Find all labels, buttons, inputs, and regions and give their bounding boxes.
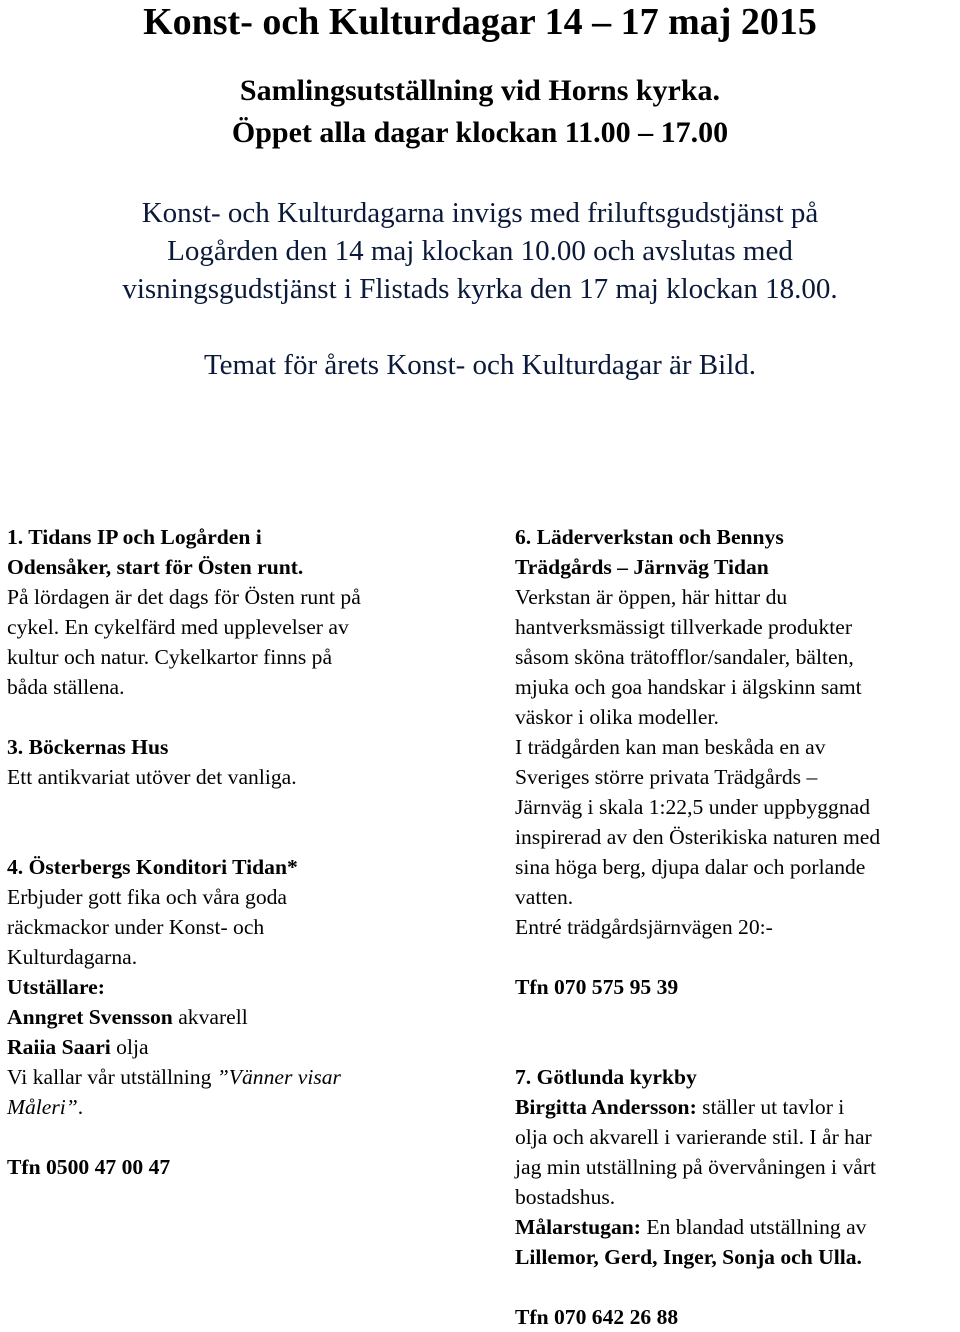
right-column	[515, 522, 960, 1332]
section-6-text: vatten.	[515, 885, 574, 909]
section-6-text: Sveriges större privata Trädgårds –	[515, 765, 818, 789]
section-6-text: I trädgården kan man beskåda en av	[515, 735, 826, 759]
section-6-text: sina höga berg, djupa dalar och porlande	[515, 855, 866, 879]
exhibitor-name: Birgitta Andersson:	[515, 1095, 697, 1119]
section-4-text: Kulturdagarna.	[7, 945, 138, 969]
intro-line: Logården den 14 maj klockan 10.00 och avslutas med	[167, 235, 793, 267]
exhibitor-description: ställer ut tavlor i	[696, 1095, 845, 1119]
section-7-text: jag min utställning på övervåningen i vårt	[515, 1155, 877, 1179]
section-3-text: Ett antikvariat utöver det vanliga.	[7, 765, 297, 789]
phone-number: Tfn 070 642 26 88	[515, 1305, 679, 1329]
exhibition-title: Måleri”	[7, 1095, 78, 1119]
exhibitor-entry	[7, 1002, 457, 1032]
intro-paragraph	[0, 194, 960, 308]
exhibitor-medium: akvarell	[172, 1005, 248, 1029]
section-4-text: Erbjuder gott fika och våra goda	[7, 885, 288, 909]
left-column	[7, 522, 457, 1182]
section-7-text	[515, 1092, 960, 1122]
phone-number: Tfn 070 575 95 39	[515, 975, 679, 999]
section-6-text: väskor i olika modeller.	[515, 705, 719, 729]
section-1-text: båda ställena.	[7, 675, 125, 699]
section-7-text: bostadshus.	[515, 1185, 616, 1209]
subtitle-hours: Öppet alla dagar klockan 11.00 – 17.00	[231, 116, 729, 149]
section-1-text: På lördagen är det dags för Östen runt på	[7, 585, 361, 609]
section-1-heading: 1. Tidans IP och Logården i	[7, 525, 262, 549]
section-4-text: räckmackor under Konst- och	[7, 915, 265, 939]
section-6-text: inspirerad av den Österikiska naturen med	[515, 825, 881, 849]
section-7-text	[515, 1212, 960, 1242]
section-6-heading: Trädgårds – Järnväg Tidan	[515, 555, 769, 579]
section-6-text: mjuka och goa handskar i älgskinn samt	[515, 675, 862, 699]
intro-line: visningsgudstjänst i Flistads kyrka den 17 maj klockan 18.00.	[122, 273, 838, 305]
exhibitor-entry	[7, 1032, 457, 1062]
exhibitor-name: Raiia Saari	[7, 1035, 111, 1059]
section-1-text: kultur och natur. Cykelkartor finns på	[7, 645, 333, 669]
section-6-text: hantverksmässigt tillverkade produkter	[515, 615, 853, 639]
section-3-heading: 3. Böckernas Hus	[7, 735, 169, 759]
section-6-heading: 6. Läderverkstan och Bennys	[515, 525, 784, 549]
theme-statement: Temat för årets Konst- och Kulturdagar är Bild.	[203, 349, 757, 381]
exhibitor-name: Anngret Svensson	[7, 1005, 173, 1029]
intro-line: Konst- och Kulturdagarna invigs med friluftsgudstjänst på	[141, 197, 819, 229]
section-1-heading: Odensåker, start för Östen runt.	[7, 555, 304, 579]
section-7-text: olja och akvarell i varierande stil. I år har	[515, 1125, 872, 1149]
exhibition-title: ”Vänner visar	[216, 1065, 341, 1089]
section-4-heading: 4. Österbergs Konditori Tidan*	[7, 855, 298, 879]
exhibitor-names: Lillemor, Gerd, Inger, Sonja och Ulla.	[515, 1245, 862, 1269]
subtitle-exhibition: Samlingsutställning vid Horns kyrka.	[239, 74, 721, 107]
section-6-text: såsom sköna trätofflor/sandaler, bälten,	[515, 645, 854, 669]
exhibitor-medium: olja	[110, 1035, 149, 1059]
section-1-text: cykel. En cykelfärd med upplevelser av	[7, 615, 349, 639]
exhibitors-label: Utställare:	[7, 975, 105, 999]
exhibition-title-line	[7, 1092, 457, 1122]
page-title: Konst- och Kulturdagar 14 – 17 maj 2015	[143, 1, 817, 43]
exhibitor-name: Målarstugan:	[515, 1215, 641, 1239]
exhibition-intro-text: Vi kallar vår utställning	[7, 1065, 217, 1089]
section-6-text: Järnväg i skala 1:22,5 under uppbyggnad	[515, 795, 871, 819]
phone-number: Tfn 0500 47 00 47	[7, 1155, 171, 1179]
section-7-heading: 7. Götlunda kyrkby	[515, 1065, 697, 1089]
exhibitor-description: En blandad utställning av	[640, 1215, 867, 1239]
section-6-text: Verkstan är öppen, här hittar du	[515, 585, 788, 609]
entry-fee: Entré trädgårdsjärnvägen 20:-	[515, 915, 773, 939]
exhibition-title-end: .	[77, 1095, 84, 1119]
exhibition-title-line	[7, 1062, 457, 1092]
